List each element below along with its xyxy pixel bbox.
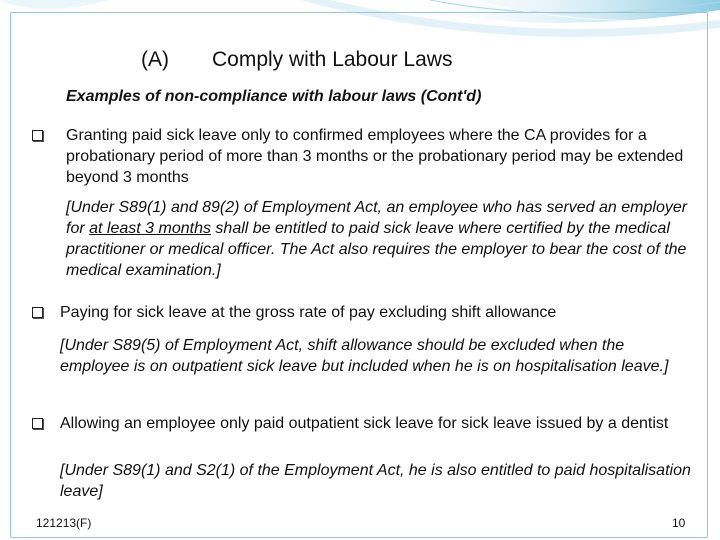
list-item-note: [Under S89(5) of Employment Act, shift allowance should be excluded when the employee is on outpatient sick leave but included when he is on hospitalisation leave.]: [60, 337, 669, 375]
section-label: (A): [141, 48, 169, 71]
list-item-text: Allowing an employee only paid outpatient sick leave for sick leave issued by a dentist: [60, 415, 669, 432]
emphasis-underline: at least 3 months: [89, 220, 211, 237]
page-title: Comply with Labour Laws: [212, 48, 453, 71]
list-item-text: Paying for sick leave at the gross rate of pay excluding shift allowance: [60, 304, 557, 321]
list-item-note: [Under S89(1) and S2(1) of the Employment Act, he is also entitled to paid hospitalisation leave]: [60, 462, 691, 500]
list-item-text: Granting paid sick leave only to confirmed employees where the CA provides for a probationary period of more than 3 months or the probationary period may be extended beyond 3 months: [66, 127, 684, 186]
subtitle: Examples of non-compliance with labour laws (Cont'd): [66, 88, 482, 105]
bullet-box-icon: [32, 418, 43, 429]
list-item-note: [Under S89(1) and 89(2) of Employment Act, an employee who has served an employer for at least 3 months shall be entitled to paid sick leave where certified by the medical practitioner or medical officer. The Act also requires the employer to bear the cost of the medical examination.]: [66, 199, 688, 279]
page-number: 10: [672, 516, 686, 530]
bullet-box-icon: [32, 307, 43, 318]
bullet-box-icon: [32, 130, 43, 141]
footer-code: 121213(F): [36, 516, 92, 530]
